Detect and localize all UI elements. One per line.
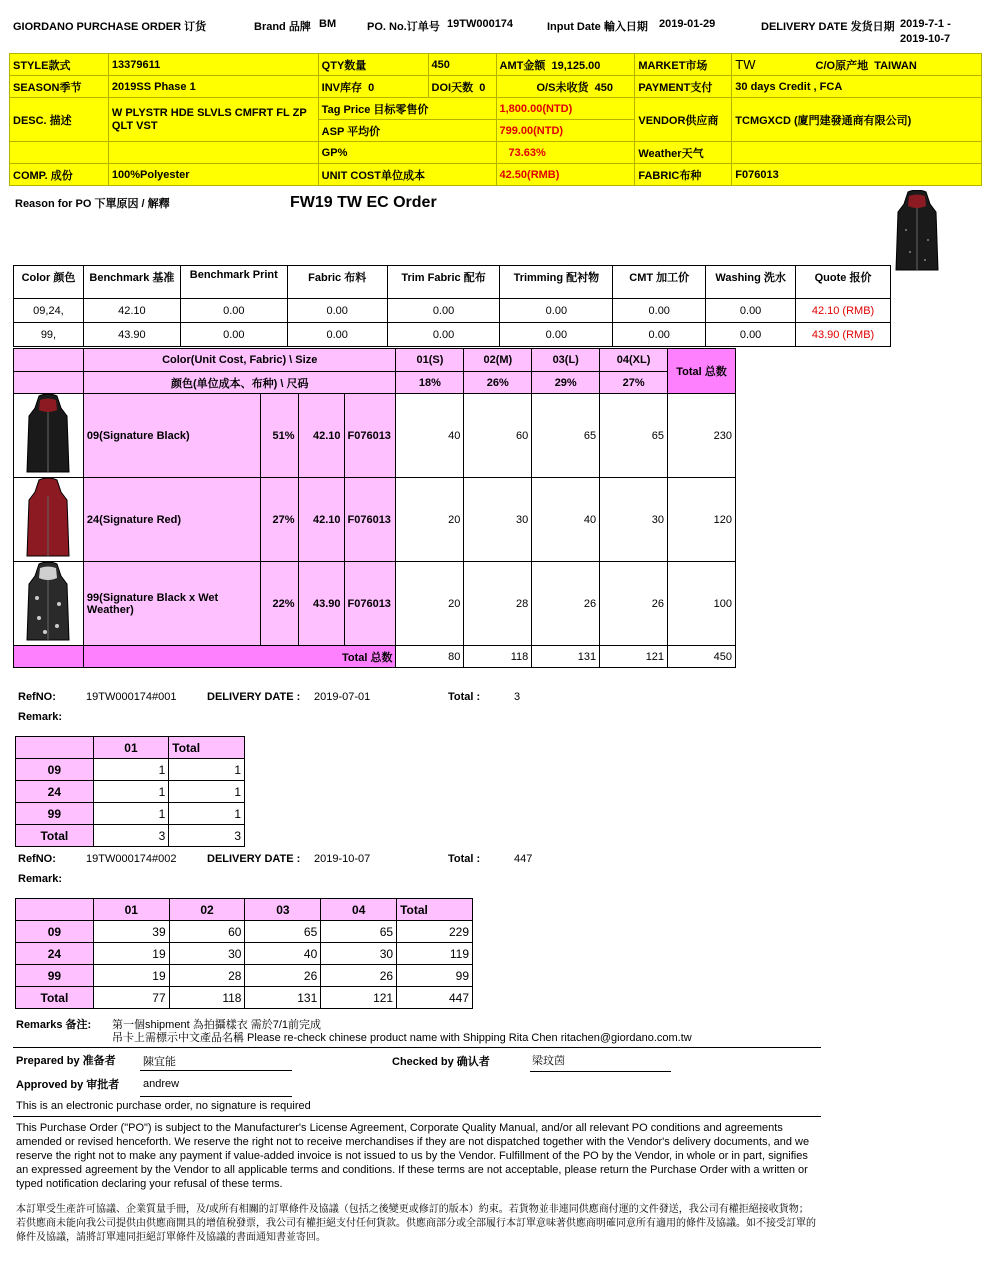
vest-sketch [25, 394, 71, 474]
qty-cell: 40 [396, 394, 464, 478]
vest-thumbnail [14, 394, 84, 478]
d1-remark-label: Remark: [18, 711, 63, 723]
color-fabric: F076013 [344, 562, 396, 646]
delivery-qty: 1 [93, 781, 169, 803]
color-name: 99(Signature Black x Wet Weather) [83, 562, 260, 646]
size-04: 04(XL) [600, 349, 668, 372]
asp-label: ASP 平均价 [318, 120, 496, 142]
bench-cell: 0.00 [613, 299, 706, 323]
os-cell [496, 76, 635, 98]
delivery-qty: 30 [169, 943, 245, 965]
delivery-qty: 229 [397, 921, 473, 943]
prepared-label: Prepared by 准备者 [16, 1055, 116, 1067]
tag-price-value: 1,800.00(NTD) [496, 98, 635, 120]
color-cost: 42.10 [298, 478, 344, 562]
qty-value: 450 [428, 54, 496, 76]
po-title: GIORDANO PURCHASE ORDER 订货 [13, 21, 207, 33]
color-cost: 42.10 [298, 394, 344, 478]
delivery-row-label: 09 [16, 759, 94, 781]
d2-ref-label: RefNO: [18, 853, 56, 865]
payment-value: 30 days Credit , FCA [732, 76, 982, 98]
bench-cell: 43.90 [83, 323, 180, 347]
approved-line [140, 1096, 292, 1097]
co-value: TAIWAN [874, 59, 917, 72]
ratio-03: 29% [532, 372, 600, 394]
sum-total: 450 [668, 646, 736, 668]
delivery-row-label: 24 [16, 781, 94, 803]
bench-cell: 42.10 [83, 299, 180, 323]
d1-date-value: 2019-07-01 [314, 691, 371, 703]
delivery-col-header: 02 [169, 899, 245, 921]
bench-cell: 42.10 (RMB) [796, 299, 891, 323]
d2-date-label: DELIVERY DATE : [207, 853, 301, 865]
bench-header: Quote 报价 [796, 266, 891, 299]
delivery-qty: 1 [93, 803, 169, 825]
qty-cell: 30 [464, 478, 532, 562]
delivery-qty: 77 [93, 987, 169, 1009]
bench-cell: 0.00 [500, 299, 613, 323]
remarks-line-2: 吊卡上需標示中文產品名稱 Please re-check chinese product name with Shipping Rita Chen ritachen@giordano.com.tw [112, 1032, 692, 1044]
delivery-row-label: 24 [16, 943, 94, 965]
delivery-qty: 1 [169, 803, 245, 825]
qty-cell: 26 [600, 562, 668, 646]
bench-header: Benchmark 基准 [83, 266, 180, 299]
bench-header: Fabric 布料 [287, 266, 387, 299]
payment-label: PAYMENT支付 [635, 76, 732, 98]
doi-cell [428, 76, 496, 98]
d2-ref-value: 19TW000174#002 [86, 853, 177, 865]
color-name: 09(Signature Black) [83, 394, 260, 478]
delivery-row [16, 825, 245, 847]
matrix-header-zh: 颜色(单位成本、布种) \ 尺码 [83, 372, 396, 394]
matrix-row [14, 394, 736, 478]
delivery-qty: 3 [93, 825, 169, 847]
tag-price-label: Tag Price 目标零售价 [318, 98, 496, 120]
bench-cell: 0.00 [706, 323, 796, 347]
delivery-qty: 19 [93, 965, 169, 987]
amt-cell [496, 54, 635, 76]
bench-cell: 0.00 [287, 323, 387, 347]
matrix-row [14, 562, 736, 646]
delivery-qty: 65 [321, 921, 397, 943]
bench-header: Color 颜色 [14, 266, 84, 299]
divider [13, 1047, 821, 1048]
qty-cell: 40 [532, 478, 600, 562]
qty-label: QTY数量 [318, 54, 428, 76]
d2-remark-label: Remark: [18, 873, 63, 885]
gp-value: 73.63% [496, 142, 635, 164]
qty-cell: 26 [532, 562, 600, 646]
market-cell [732, 54, 982, 76]
size-matrix [13, 348, 736, 668]
color-name: 24(Signature Red) [83, 478, 260, 562]
d2-date-value: 2019-10-07 [314, 853, 371, 865]
sum-02: 118 [464, 646, 532, 668]
bench-cell: 0.00 [387, 299, 500, 323]
row-total: 230 [668, 394, 736, 478]
bench-header: Trim Fabric 配布 [387, 266, 500, 299]
remarks-line-1: 第一個shipment 為拍攝樣衣 需於7/1前完成 [112, 1019, 322, 1031]
gp-label: GP% [318, 142, 496, 164]
bench-cell: 0.00 [180, 299, 287, 323]
bench-cell: 0.00 [500, 323, 613, 347]
amt-label: AMT金额 [499, 59, 546, 72]
reason-label: Reason for PO 下單原因 / 解釋 [15, 198, 170, 210]
vendor-label: VENDOR供应商 [635, 98, 732, 142]
bench-header: CMT 加工价 [613, 266, 706, 299]
delivery-row [16, 987, 473, 1009]
desc-label: DESC. 描述 [10, 98, 109, 142]
d1-date-label: DELIVERY DATE : [207, 691, 301, 703]
delivery-col-header: 04 [321, 899, 397, 921]
sum-04: 121 [600, 646, 668, 668]
qty-cell: 65 [532, 394, 600, 478]
os-value: 450 [594, 81, 613, 94]
doi-value: 0 [479, 81, 486, 94]
vest-thumbnail [14, 478, 84, 562]
prepared-value: 陳宜能 [143, 1056, 176, 1068]
inv-label: INV库存 [321, 81, 363, 94]
delivery-col-header: Total [169, 737, 245, 759]
bench-header: Washing 洗水 [706, 266, 796, 299]
delivery-qty: 60 [169, 921, 245, 943]
checked-line [530, 1071, 671, 1072]
delivery-row [16, 803, 245, 825]
ratio-04: 27% [600, 372, 668, 394]
bench-cell: 0.00 [613, 323, 706, 347]
qty-cell: 30 [600, 478, 668, 562]
terms-english: This Purchase Order ("PO") is subject to the Manufacturer's License Agreement, Corporate Quality Manual, and/or all relevant PO conditions and agreements amended or revised henceforth. We reserve the right not to receive merchandises if they are not dispatched together with the Vendor's delivery documents, and we reserve the right not to make any payment if value-added invoice is not issued to us by the Vendor. Fulfillment of the PO by the Vendor, in whole or in part, signifies an expressed agreement by the Vendor to all applicable terms and conditions. If these terms are not acceptable, please return the Purchase Order with a written or typed notification declaring your refusal of these terms. [16, 1122, 810, 1190]
delivery-qty: 118 [169, 987, 245, 1009]
d1-total-value: 3 [514, 691, 521, 703]
delivery-qty: 30 [321, 943, 397, 965]
vendor-value: TCMGXCD (廈門建發通商有限公司) [732, 98, 982, 142]
qty-cell: 20 [396, 478, 464, 562]
matrix-sum-label: Total 总数 [83, 646, 396, 668]
delivery-qty: 1 [169, 759, 245, 781]
checked-value: 梁玟茵 [532, 1055, 565, 1067]
vest-sketch [25, 562, 71, 642]
delivery-qty: 447 [397, 987, 473, 1009]
amt-value: 19,125.00 [551, 59, 601, 72]
desc-value: W PLYSTR HDE SLVLS CMFRT FL ZP QLT VST [108, 98, 318, 142]
sum-01: 80 [396, 646, 464, 668]
delivery-qty: 40 [245, 943, 321, 965]
approved-value: andrew [143, 1078, 180, 1090]
d2-total-label: Total : [448, 853, 481, 865]
bench-cell: 0.00 [180, 323, 287, 347]
size-02: 02(M) [464, 349, 532, 372]
fabric-label: FABRIC布种 [635, 164, 732, 186]
delivery-row [16, 921, 473, 943]
electronic-note: This is an electronic purchase order, no signature is required [16, 1100, 311, 1112]
bench-cell: 0.00 [706, 299, 796, 323]
divider [13, 1116, 821, 1117]
os-label: O/S未收货 [536, 81, 589, 94]
delivery-qty: 119 [397, 943, 473, 965]
delivery-row [16, 943, 473, 965]
co-label: C/O原产地 [815, 59, 869, 72]
delivery-row-label: Total [16, 825, 94, 847]
prepared-line [140, 1070, 292, 1071]
bench-cell: 09,24, [14, 299, 84, 323]
delivery-qty: 28 [169, 965, 245, 987]
comp-value: 100%Polyester [108, 164, 318, 186]
delivery-qty: 26 [321, 965, 397, 987]
d1-ref-value: 19TW000174#001 [86, 691, 177, 703]
delivery-col-header: 01 [93, 899, 169, 921]
unit-cost-value: 42.50(RMB) [496, 164, 635, 186]
inv-cell [318, 76, 428, 98]
bench-cell: 0.00 [387, 323, 500, 347]
delivery-qty: 131 [245, 987, 321, 1009]
delivery-qty: 3 [169, 825, 245, 847]
delivery-date-label: DELIVERY DATE 发货日期 [761, 21, 895, 33]
po-info-grid [9, 53, 982, 186]
doi-label: DOI天数 [431, 81, 474, 94]
bench-header: Trimming 配衬物 [500, 266, 613, 299]
color-fabric: F076013 [344, 394, 396, 478]
delivery1-table [15, 736, 245, 847]
row-total: 120 [668, 478, 736, 562]
delivery-qty: 121 [321, 987, 397, 1009]
checked-label: Checked by 确认者 [392, 1056, 490, 1068]
color-fabric: F076013 [344, 478, 396, 562]
matrix-row [14, 478, 736, 562]
qty-cell: 60 [464, 394, 532, 478]
delivery-row-label: Total [16, 987, 94, 1009]
bench-cell: 99, [14, 323, 84, 347]
qty-cell: 20 [396, 562, 464, 646]
delivery-row [16, 965, 473, 987]
bench-cell: 43.90 (RMB) [796, 323, 891, 347]
bench-cell: 0.00 [287, 299, 387, 323]
season-value: 2019SS Phase 1 [108, 76, 318, 98]
delivery-qty: 19 [93, 943, 169, 965]
delivery-date-value-end: 2019-10-7 [900, 33, 951, 45]
d1-total-label: Total : [448, 691, 481, 703]
delivery-row [16, 759, 245, 781]
delivery2-table [15, 898, 473, 1009]
style-value: 13379611 [108, 54, 318, 76]
style-label: STYLE款式 [10, 54, 109, 76]
inv-value: 0 [368, 81, 375, 94]
qty-cell: 28 [464, 562, 532, 646]
delivery-row-label: 99 [16, 803, 94, 825]
delivery-qty: 1 [169, 781, 245, 803]
market-label: MARKET市场 [635, 54, 732, 76]
bench-header: Benchmark Print [180, 266, 287, 299]
color-pct: 22% [260, 562, 298, 646]
sum-03: 131 [532, 646, 600, 668]
delivery-row-label: 99 [16, 965, 94, 987]
matrix-header-en: Color(Unit Cost, Fabric) \ Size [83, 349, 396, 372]
terms-chinese: 本訂單受生產許可協議、企業質量手冊，及/或所有相關的訂單條件及協議（包括之後變更或修訂的版本）約束。若貨物並非連同供應商付運的文件發送，我公司有權拒絕接收貨物；若供應商未能向我公司提供由供應商開具的增值稅發票，我公司有權拒絕支付任何貨款。供應商部分或全部履行本訂單意味著供應商明確同意所有適用的條件及協議。如不接受訂單的條件及協議，請將訂單連同拒絕訂單條件及協議的書面通知書並寄回。 [16, 1204, 816, 1243]
approved-label: Approved by 审批者 [16, 1079, 120, 1091]
brand-value: BM [319, 18, 337, 30]
asp-value: 799.00(NTD) [496, 120, 635, 142]
delivery-qty: 99 [397, 965, 473, 987]
benchmark-table [13, 265, 891, 347]
remarks-label: Remarks 备注: [16, 1019, 92, 1031]
ratio-01: 18% [396, 372, 464, 394]
vest-sketch [25, 478, 71, 558]
delivery-col-header: 01 [93, 737, 169, 759]
qty-cell: 65 [600, 394, 668, 478]
size-03: 03(L) [532, 349, 600, 372]
vest-sketch-main [892, 190, 942, 274]
season-label: SEASON季节 [10, 76, 109, 98]
delivery-row-label: 09 [16, 921, 94, 943]
delivery-col-header: 03 [245, 899, 321, 921]
unit-cost-label: UNIT COST单位成本 [318, 164, 496, 186]
delivery-date-value: 2019-7-1 - [900, 18, 951, 30]
ratio-02: 26% [464, 372, 532, 394]
weather-label: Weather天气 [635, 142, 732, 164]
delivery-qty: 39 [93, 921, 169, 943]
fabric-value: F076013 [732, 164, 982, 186]
delivery-qty: 1 [93, 759, 169, 781]
size-01: 01(S) [396, 349, 464, 372]
delivery-qty: 65 [245, 921, 321, 943]
input-date-value: 2019-01-29 [659, 18, 716, 30]
po-number-label: PO. No.订单号 [367, 21, 440, 33]
d1-ref-label: RefNO: [18, 691, 56, 703]
color-cost: 43.90 [298, 562, 344, 646]
d2-total-value: 447 [514, 853, 533, 865]
brand-label: Brand 品牌 [254, 21, 311, 33]
order-title: FW19 TW EC Order [290, 194, 437, 211]
delivery-qty: 26 [245, 965, 321, 987]
matrix-total-header: Total 总数 [668, 349, 736, 394]
input-date-label: Input Date 輸入日期 [547, 21, 648, 33]
comp-label: COMP. 成份 [10, 164, 109, 186]
row-total: 100 [668, 562, 736, 646]
delivery-col-header: Total [397, 899, 473, 921]
po-number-value: 19TW000174 [447, 18, 514, 30]
color-pct: 27% [260, 478, 298, 562]
market-value: TW [735, 56, 756, 72]
delivery-row [16, 781, 245, 803]
vest-thumbnail [14, 562, 84, 646]
delivery-corner [16, 737, 94, 759]
color-pct: 51% [260, 394, 298, 478]
delivery-corner [16, 899, 94, 921]
